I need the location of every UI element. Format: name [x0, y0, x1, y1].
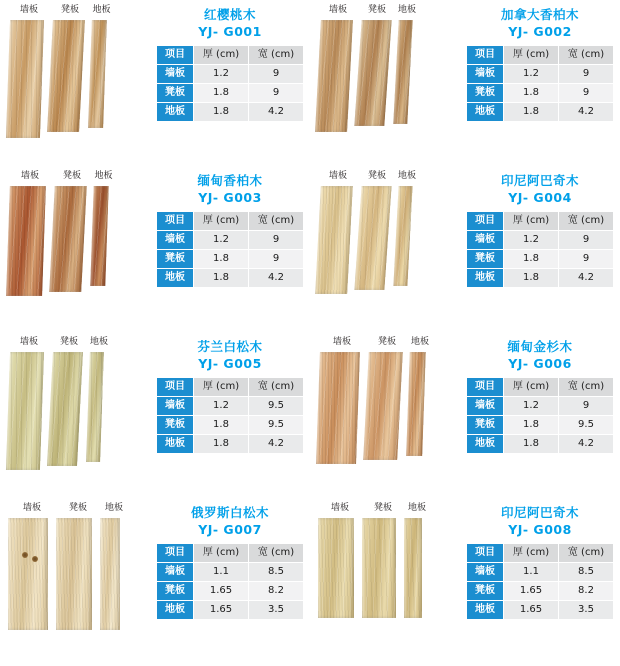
sample-label-row [318, 4, 464, 18]
sample-label: 地板 [407, 503, 426, 513]
product-card [310, 332, 620, 498]
board-row [8, 518, 154, 646]
board-row [318, 352, 464, 480]
sample-label: 凳板 [373, 503, 392, 513]
wood-grain-highlight [6, 352, 44, 470]
product-info [154, 4, 304, 122]
spec-thickness-value: 1.8 [504, 84, 559, 103]
spec-table [156, 377, 304, 454]
sample-label-row [8, 336, 154, 350]
spec-row-label: 凳板 [157, 250, 194, 269]
wood-sample-board [315, 186, 353, 294]
product-info [464, 4, 614, 122]
table-row [467, 231, 614, 250]
sample-label: 墙板 [19, 5, 38, 15]
spec-row-label: 墙板 [157, 563, 194, 582]
spec-header-width: 宽 (cm) [559, 212, 614, 231]
spec-header-width: 宽 (cm) [559, 544, 614, 563]
spec-header-row [467, 46, 614, 65]
wood-grain-highlight [90, 186, 108, 286]
wood-grain-highlight [362, 518, 396, 618]
wood-grain-highlight [49, 186, 87, 292]
sample-photo-group [318, 336, 464, 480]
product-info [464, 502, 614, 620]
table-row [467, 103, 614, 122]
table-row [157, 231, 304, 250]
table-row [157, 269, 304, 288]
sample-label-row [318, 336, 464, 350]
wood-sample-board [354, 186, 391, 290]
spec-row-label: 墙板 [467, 563, 504, 582]
product-code: YJ- G002 [508, 24, 572, 39]
sample-label: 凳板 [367, 5, 386, 15]
product-code: YJ- G001 [198, 24, 262, 39]
sample-label: 地板 [104, 503, 123, 513]
spec-width-value: 3.5 [249, 601, 304, 620]
wood-sample-board [49, 186, 87, 292]
spec-header-item: 项目 [157, 212, 194, 231]
wood-sample-board [88, 20, 107, 128]
spec-row-label: 凳板 [157, 582, 194, 601]
table-row [157, 65, 304, 84]
spec-header-thickness: 厚 (cm) [504, 544, 559, 563]
product-card [0, 166, 310, 332]
sample-label: 凳板 [62, 171, 81, 181]
spec-table [156, 45, 304, 122]
wood-grain-highlight [88, 20, 107, 128]
spec-header-width: 宽 (cm) [559, 378, 614, 397]
wood-sample-board [6, 186, 46, 296]
sample-label: 墙板 [328, 171, 347, 181]
spec-thickness-value: 1.2 [194, 231, 249, 250]
spec-table [466, 45, 614, 122]
spec-thickness-value: 1.8 [194, 435, 249, 454]
wood-grain-highlight [393, 186, 412, 286]
product-code: YJ- G005 [198, 356, 262, 371]
spec-header-thickness: 厚 (cm) [504, 212, 559, 231]
spec-width-value: 9 [249, 231, 304, 250]
wood-sample-board [6, 352, 44, 470]
sample-photo-group [318, 170, 464, 314]
table-row [467, 435, 614, 454]
spec-width-value: 9 [559, 84, 614, 103]
spec-thickness-value: 1.8 [194, 103, 249, 122]
spec-thickness-value: 1.2 [194, 397, 249, 416]
product-name: 印尼阿巴奇木 [500, 505, 579, 520]
sample-label: 地板 [410, 337, 429, 347]
sample-label: 墙板 [328, 5, 347, 15]
spec-width-value: 4.2 [559, 269, 614, 288]
spec-thickness-value: 1.8 [504, 269, 559, 288]
product-code: YJ- G008 [508, 522, 572, 537]
sample-label: 墙板 [20, 171, 39, 181]
board-row [318, 518, 464, 646]
spec-row-label: 墙板 [157, 397, 194, 416]
spec-row-label: 墙板 [157, 65, 194, 84]
wood-grain-highlight [86, 352, 104, 462]
spec-header-width: 宽 (cm) [249, 46, 304, 65]
table-row [157, 416, 304, 435]
wood-grain-highlight [47, 352, 83, 466]
spec-width-value: 9 [559, 397, 614, 416]
spec-header-thickness: 厚 (cm) [194, 378, 249, 397]
spec-row-label: 地板 [157, 601, 194, 620]
spec-header-item: 项目 [467, 378, 504, 397]
spec-thickness-value: 1.2 [504, 397, 559, 416]
spec-header-item: 项目 [467, 544, 504, 563]
spec-header-width: 宽 (cm) [249, 378, 304, 397]
product-name: 缅甸香柏木 [197, 173, 263, 188]
spec-thickness-value: 1.2 [504, 231, 559, 250]
spec-thickness-value: 1.65 [194, 601, 249, 620]
wood-sample-board [100, 518, 120, 630]
spec-header-row [157, 212, 304, 231]
table-row [157, 84, 304, 103]
spec-header-width: 宽 (cm) [249, 212, 304, 231]
spec-header-item: 项目 [157, 46, 194, 65]
wood-grain-highlight [56, 518, 92, 630]
spec-width-value: 4.2 [249, 269, 304, 288]
spec-width-value: 9 [559, 231, 614, 250]
sample-label: 凳板 [367, 171, 386, 181]
spec-thickness-value: 1.65 [194, 582, 249, 601]
spec-row-label: 地板 [467, 103, 504, 122]
spec-row-label: 墙板 [157, 231, 194, 250]
wood-grain-highlight [363, 352, 403, 460]
sample-photo-group [8, 4, 154, 148]
spec-table [156, 543, 304, 620]
spec-header-thickness: 厚 (cm) [504, 46, 559, 65]
product-code: YJ- G004 [508, 190, 572, 205]
wood-sample-board [86, 352, 104, 462]
sample-label: 凳板 [68, 503, 87, 513]
spec-thickness-value: 1.8 [504, 250, 559, 269]
wood-sample-board [47, 20, 85, 132]
spec-table [466, 377, 614, 454]
wood-grain-highlight [315, 186, 353, 294]
spec-width-value: 8.2 [249, 582, 304, 601]
wood-sample-board [315, 20, 353, 132]
wood-sample-board [8, 518, 48, 630]
table-row [467, 601, 614, 620]
spec-thickness-value: 1.2 [504, 65, 559, 84]
wood-grain-highlight [100, 518, 120, 630]
wood-sample-board [318, 518, 354, 618]
sample-label-row [8, 502, 154, 516]
wood-grain-highlight [406, 352, 426, 456]
wood-grain-highlight [6, 186, 46, 296]
spec-row-label: 凳板 [467, 416, 504, 435]
table-row [467, 65, 614, 84]
sample-photo-group [318, 502, 464, 646]
spec-thickness-value: 1.65 [504, 601, 559, 620]
spec-header-thickness: 厚 (cm) [504, 378, 559, 397]
product-name: 缅甸金杉木 [507, 339, 573, 354]
table-row [467, 84, 614, 103]
wood-grain-highlight [354, 20, 391, 126]
spec-table [466, 543, 614, 620]
wood-grain-highlight [6, 20, 44, 138]
sample-label: 地板 [94, 171, 113, 181]
spec-width-value: 8.2 [559, 582, 614, 601]
spec-width-value: 9.5 [249, 416, 304, 435]
table-row [157, 582, 304, 601]
board-row [318, 186, 464, 314]
spec-width-value: 4.2 [559, 435, 614, 454]
spec-width-value: 9 [249, 250, 304, 269]
board-row [8, 352, 154, 480]
wood-grain-highlight [354, 186, 391, 290]
table-row [157, 435, 304, 454]
spec-width-value: 4.2 [249, 435, 304, 454]
board-row [8, 186, 154, 314]
sample-photo-group [318, 4, 464, 148]
spec-thickness-value: 1.1 [504, 563, 559, 582]
spec-width-value: 4.2 [249, 103, 304, 122]
spec-row-label: 墙板 [467, 231, 504, 250]
table-row [467, 269, 614, 288]
spec-width-value: 9 [559, 250, 614, 269]
sample-label-row [8, 170, 154, 184]
wood-grain-highlight [8, 518, 48, 630]
spec-row-label: 地板 [467, 269, 504, 288]
product-name: 红樱桃木 [203, 7, 256, 22]
spec-header-width: 宽 (cm) [559, 46, 614, 65]
product-card [310, 166, 620, 332]
table-row [157, 103, 304, 122]
wood-sample-board [393, 20, 412, 124]
spec-thickness-value: 1.65 [504, 582, 559, 601]
spec-header-item: 项目 [467, 46, 504, 65]
spec-row-label: 墙板 [467, 397, 504, 416]
sample-label-row [318, 502, 464, 516]
sample-label: 墙板 [330, 503, 349, 513]
spec-width-value: 9.5 [249, 397, 304, 416]
product-name: 印尼阿巴奇木 [500, 173, 579, 188]
spec-header-row [157, 378, 304, 397]
spec-thickness-value: 1.8 [194, 250, 249, 269]
wood-sample-board [363, 352, 403, 460]
spec-header-row [467, 544, 614, 563]
product-info [464, 170, 614, 288]
spec-width-value: 8.5 [249, 563, 304, 582]
wood-sample-board [354, 20, 391, 126]
spec-row-label: 地板 [467, 601, 504, 620]
table-row [157, 563, 304, 582]
product-code: YJ- G003 [198, 190, 262, 205]
board-row [318, 20, 464, 148]
spec-row-label: 凳板 [467, 250, 504, 269]
wood-sample-board [406, 352, 426, 456]
product-info [154, 502, 304, 620]
sample-label: 墙板 [19, 337, 38, 347]
product-info [464, 336, 614, 454]
product-card [0, 332, 310, 498]
wood-sample-board [56, 518, 92, 630]
wood-grain-highlight [315, 20, 353, 132]
spec-row-label: 墙板 [467, 65, 504, 84]
spec-header-item: 项目 [157, 544, 194, 563]
spec-width-value: 3.5 [559, 601, 614, 620]
sample-photo-group [8, 336, 154, 480]
spec-row-label: 凳板 [157, 84, 194, 103]
spec-header-thickness: 厚 (cm) [194, 544, 249, 563]
spec-thickness-value: 1.8 [504, 103, 559, 122]
spec-row-label: 地板 [157, 103, 194, 122]
spec-header-row [467, 378, 614, 397]
sample-label-row [318, 170, 464, 184]
table-row [467, 563, 614, 582]
spec-width-value: 8.5 [559, 563, 614, 582]
spec-header-row [157, 46, 304, 65]
spec-thickness-value: 1.2 [194, 65, 249, 84]
sample-photo-group [8, 502, 154, 646]
table-row [467, 397, 614, 416]
wood-sample-board [6, 20, 44, 138]
spec-width-value: 9 [559, 65, 614, 84]
table-row [467, 582, 614, 601]
product-name: 加拿大香柏木 [500, 7, 579, 22]
product-card [0, 0, 310, 166]
spec-thickness-value: 1.8 [194, 416, 249, 435]
spec-width-value: 4.2 [559, 103, 614, 122]
wood-grain-highlight [393, 20, 412, 124]
sample-label: 地板 [92, 5, 111, 15]
spec-header-row [157, 544, 304, 563]
product-card [0, 498, 310, 664]
wood-sample-board [90, 186, 108, 286]
spec-header-row [467, 212, 614, 231]
table-row [157, 250, 304, 269]
spec-thickness-value: 1.8 [504, 435, 559, 454]
product-card [310, 498, 620, 664]
spec-row-label: 凳板 [467, 582, 504, 601]
spec-width-value: 9.5 [559, 416, 614, 435]
product-card [310, 0, 620, 166]
product-info [154, 336, 304, 454]
board-row [8, 20, 154, 148]
spec-thickness-value: 1.1 [194, 563, 249, 582]
sample-label: 墙板 [332, 337, 351, 347]
table-row [157, 397, 304, 416]
product-code: YJ- G007 [198, 522, 262, 537]
wood-sample-board [404, 518, 422, 618]
sample-label: 凳板 [377, 337, 396, 347]
sample-label-row [8, 4, 154, 18]
sample-label: 地板 [397, 171, 416, 181]
sample-label: 墙板 [22, 503, 41, 513]
product-name: 芬兰白松木 [197, 339, 263, 354]
table-row [467, 416, 614, 435]
spec-header-item: 项目 [157, 378, 194, 397]
spec-thickness-value: 1.8 [194, 269, 249, 288]
spec-table [466, 211, 614, 288]
sample-label: 凳板 [59, 337, 78, 347]
spec-header-thickness: 厚 (cm) [194, 212, 249, 231]
spec-width-value: 9 [249, 65, 304, 84]
spec-row-label: 凳板 [157, 416, 194, 435]
spec-width-value: 9 [249, 84, 304, 103]
spec-row-label: 地板 [467, 435, 504, 454]
spec-header-thickness: 厚 (cm) [194, 46, 249, 65]
wood-sample-board [393, 186, 412, 286]
sample-label: 凳板 [60, 5, 79, 15]
wood-grain-highlight [316, 352, 360, 464]
product-code: YJ- G006 [508, 356, 572, 371]
wood-sample-board [316, 352, 360, 464]
wood-grain-highlight [47, 20, 85, 132]
product-info [154, 170, 304, 288]
product-name: 俄罗斯白松木 [190, 505, 269, 520]
spec-header-item: 项目 [467, 212, 504, 231]
spec-row-label: 凳板 [467, 84, 504, 103]
wood-knot [22, 552, 28, 558]
spec-table [156, 211, 304, 288]
wood-grain-highlight [404, 518, 422, 618]
wood-grain-highlight [318, 518, 354, 618]
spec-row-label: 地板 [157, 435, 194, 454]
wood-sample-board [47, 352, 83, 466]
table-row [467, 250, 614, 269]
sample-label: 地板 [397, 5, 416, 15]
spec-thickness-value: 1.8 [504, 416, 559, 435]
sample-label: 地板 [89, 337, 108, 347]
spec-thickness-value: 1.8 [194, 84, 249, 103]
sample-photo-group [8, 170, 154, 314]
table-row [157, 601, 304, 620]
spec-row-label: 地板 [157, 269, 194, 288]
spec-header-width: 宽 (cm) [249, 544, 304, 563]
wood-sample-board [362, 518, 396, 618]
